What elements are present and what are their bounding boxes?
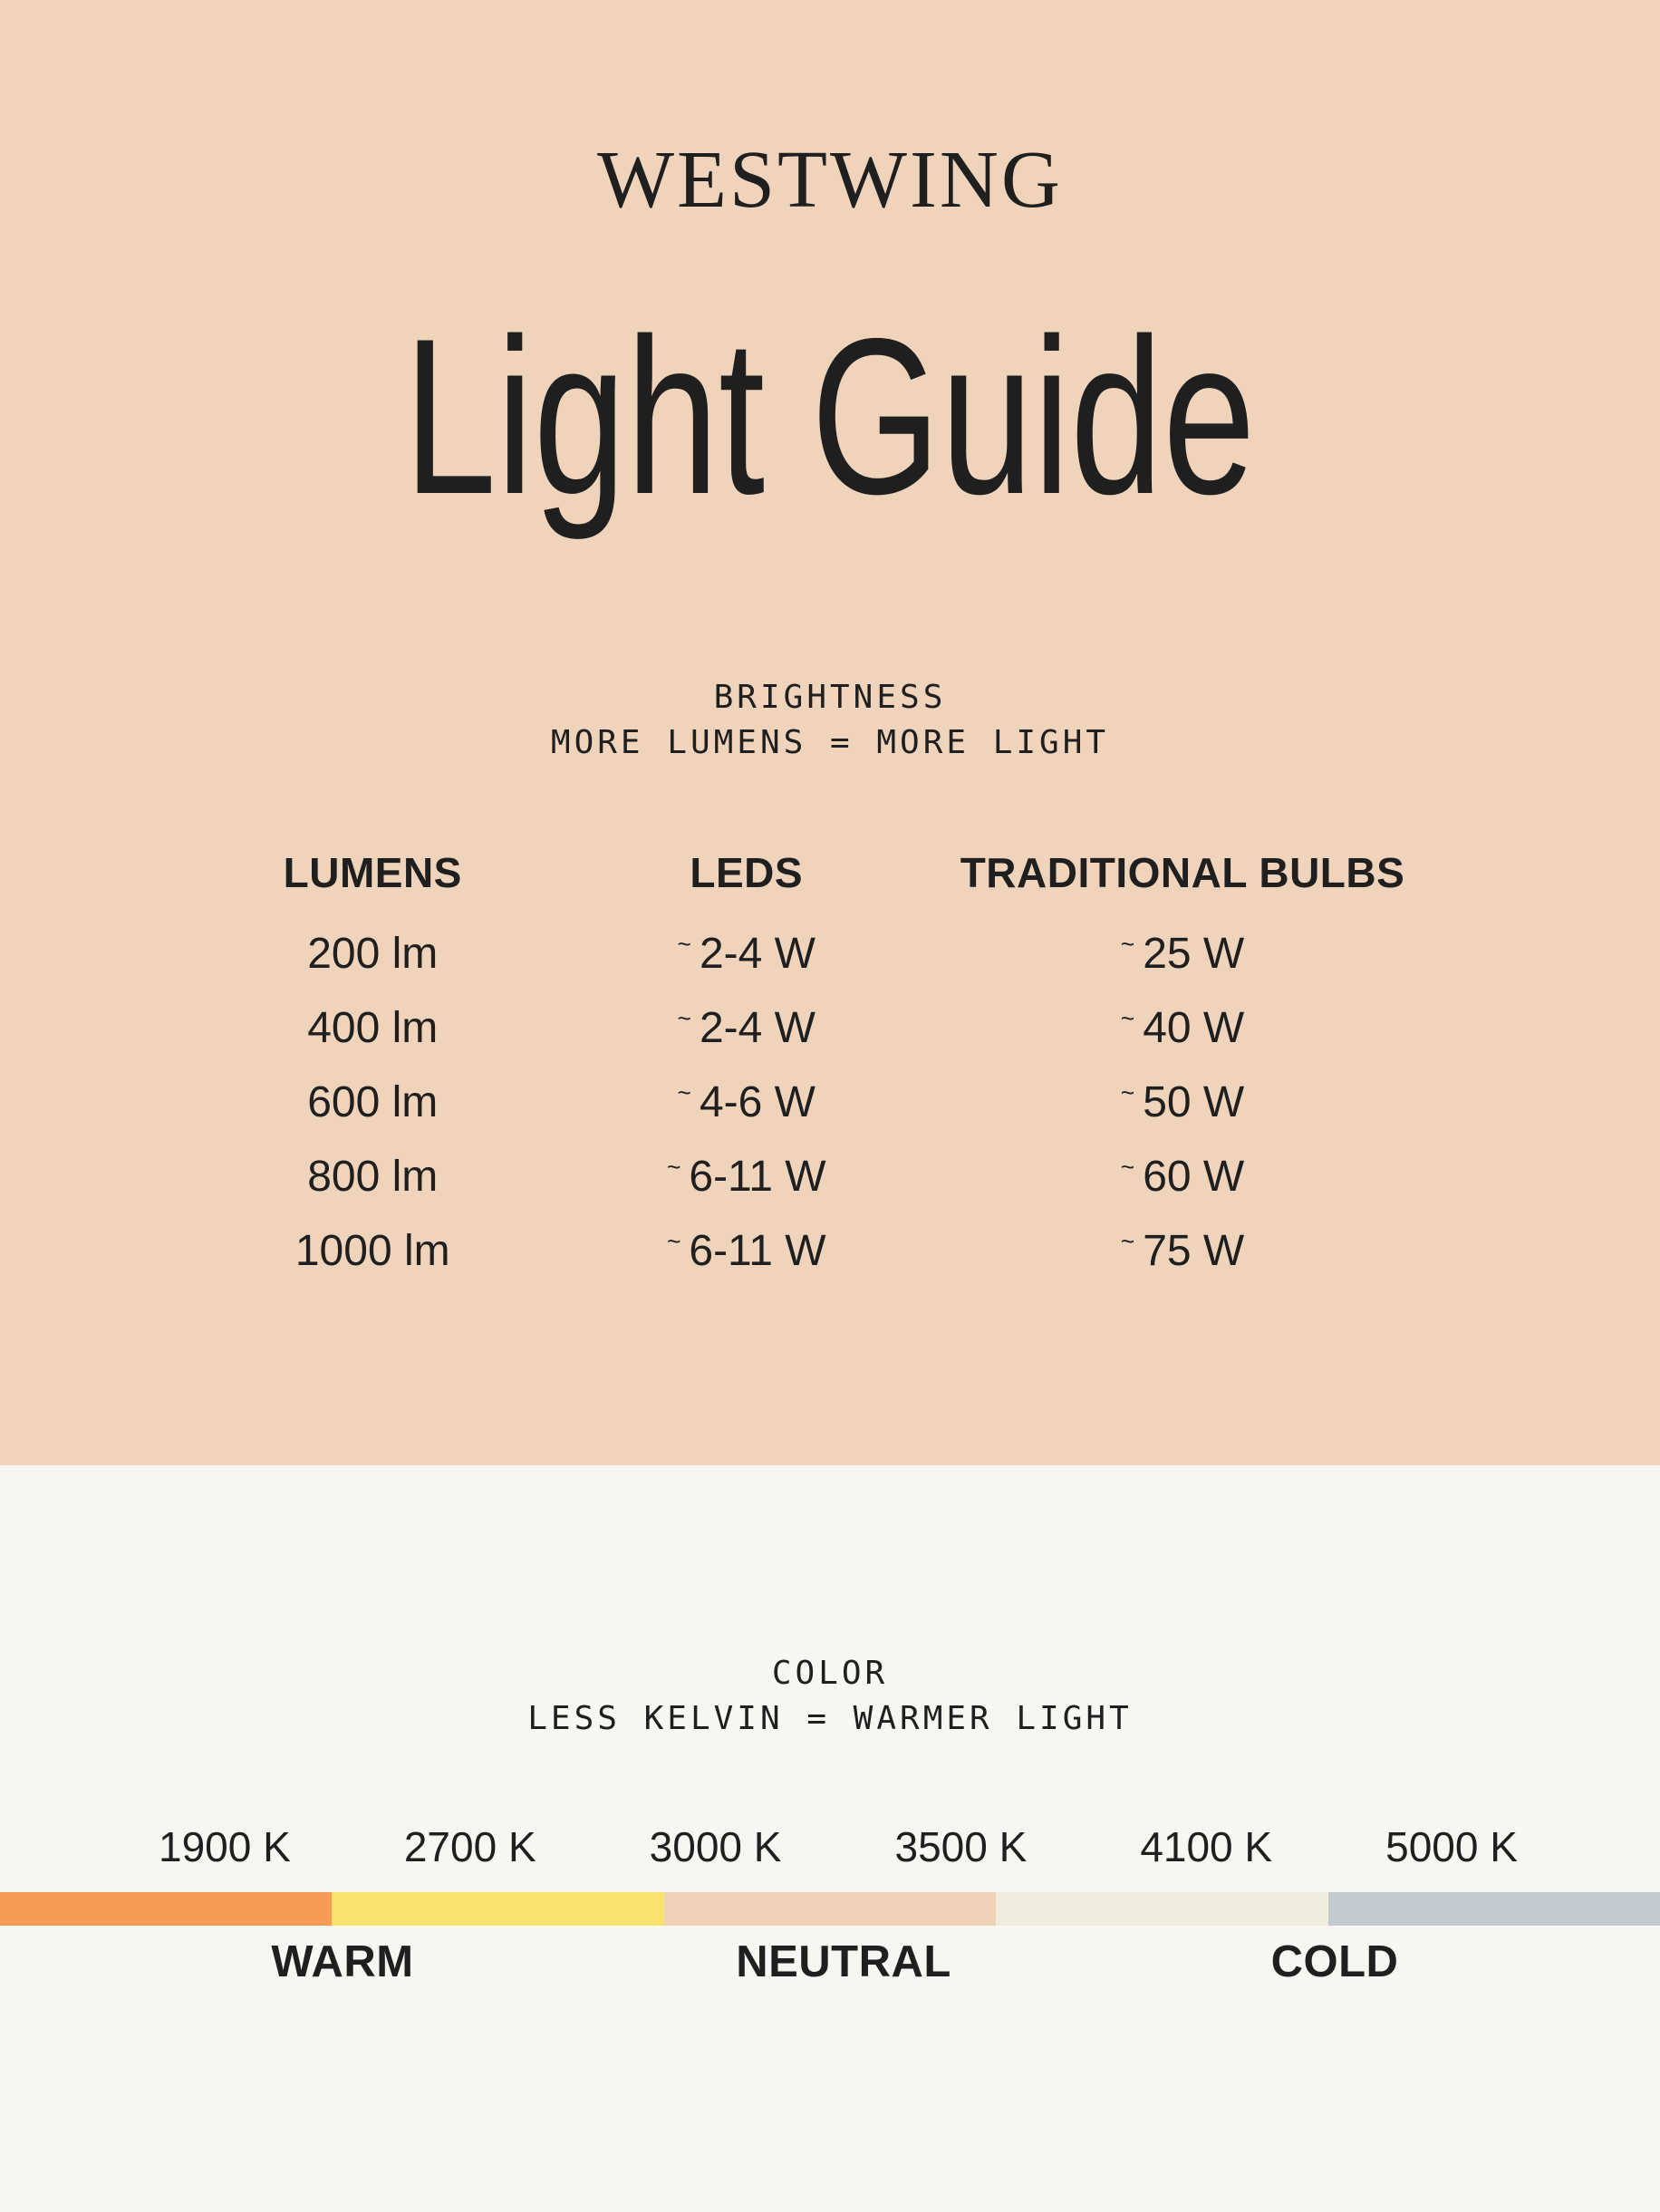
led-wattage-text: 4-6 W xyxy=(699,1077,816,1126)
approx-tilde: ~ xyxy=(666,1154,681,1182)
table-row xyxy=(186,990,1432,1065)
approx-tilde: ~ xyxy=(1120,1079,1135,1107)
led-wattage-text: 6-11 W xyxy=(689,1152,826,1201)
table-body xyxy=(186,916,1432,1288)
table-row xyxy=(186,1139,1432,1213)
approx-tilde: ~ xyxy=(677,931,691,959)
lumens-value: 400 lm xyxy=(307,1003,439,1052)
kelvin-label-3500: 3500 K xyxy=(894,1823,1028,1870)
approx-tilde: ~ xyxy=(666,1228,681,1256)
bulb-wattage-text: 50 W xyxy=(1143,1077,1245,1126)
led-wattage-value xyxy=(560,929,934,979)
bulb-wattage-value xyxy=(933,1077,1432,1127)
led-wattage-value xyxy=(560,1077,934,1127)
brightness-heading: BRIGHTNESS xyxy=(713,679,947,716)
table-row xyxy=(186,1213,1432,1288)
table-row xyxy=(186,916,1432,990)
lumens-value: 200 lm xyxy=(307,929,439,978)
temperature-label-cold: COLD xyxy=(1270,1937,1399,1986)
bar-segment-neutral-peach xyxy=(664,1892,996,1926)
lumens-value: 1000 lm xyxy=(294,1226,450,1275)
kelvin-label-1900: 1900 K xyxy=(159,1823,291,1870)
lumen-wattage-table xyxy=(186,829,1432,1288)
bulb-wattage-value xyxy=(933,1152,1432,1202)
bar-segment-warm-yellow xyxy=(332,1892,663,1926)
led-wattage-value xyxy=(560,1003,934,1053)
brightness-subheading: MORE LUMENS = MORE LIGHT xyxy=(550,724,1110,761)
kelvin-scale-labels xyxy=(159,1823,1518,1870)
led-wattage-text: 2-4 W xyxy=(699,929,816,978)
kelvin-label-3000: 3000 K xyxy=(649,1823,782,1870)
bulb-wattage-value xyxy=(933,929,1432,979)
approx-tilde: ~ xyxy=(1120,1005,1135,1033)
bulb-wattage-text: 25 W xyxy=(1143,929,1245,978)
bar-segment-cold-gray xyxy=(1328,1892,1660,1926)
led-wattage-text: 6-11 W xyxy=(689,1226,826,1275)
column-header-lumens: LUMENS xyxy=(283,849,462,896)
column-header-leds: LEDS xyxy=(690,849,804,896)
color-subheading: LESS KELVIN = WARMER LIGHT xyxy=(527,1700,1133,1737)
table-header-row xyxy=(186,829,1432,916)
page-title-text: Light Guide xyxy=(404,292,1256,540)
temperature-label-neutral: NEUTRAL xyxy=(736,1937,951,1986)
bulb-wattage-value xyxy=(933,1226,1432,1276)
approx-tilde: ~ xyxy=(1120,1154,1135,1182)
bulb-wattage-text: 60 W xyxy=(1143,1152,1245,1201)
bulb-wattage-text: 75 W xyxy=(1143,1226,1245,1275)
led-wattage-value xyxy=(560,1226,934,1276)
led-wattage-value xyxy=(560,1152,934,1202)
approx-tilde: ~ xyxy=(677,1079,691,1107)
lumens-value: 600 lm xyxy=(307,1077,439,1126)
approx-tilde: ~ xyxy=(1120,931,1135,959)
color-heading-block xyxy=(0,1651,1660,1742)
bulb-wattage-text: 40 W xyxy=(1143,1003,1245,1052)
column-header-traditional-bulbs: TRADITIONAL BULBS xyxy=(960,849,1405,896)
led-wattage-text: 2-4 W xyxy=(699,1003,816,1052)
brightness-heading-block xyxy=(0,675,1660,766)
kelvin-label-2700: 2700 K xyxy=(403,1823,536,1870)
color-temperature-bar xyxy=(0,1892,1660,1926)
lumens-value: 800 lm xyxy=(307,1152,439,1201)
color-heading: COLOR xyxy=(771,1655,889,1692)
kelvin-label-4100: 4100 K xyxy=(1140,1823,1273,1870)
brand-logo: WESTWING xyxy=(597,135,1063,225)
page-title xyxy=(0,292,1660,540)
bar-segment-warm-orange xyxy=(0,1892,332,1926)
kelvin-label-5000: 5000 K xyxy=(1385,1823,1518,1870)
approx-tilde: ~ xyxy=(677,1005,691,1033)
approx-tilde: ~ xyxy=(1120,1228,1135,1256)
bar-segment-neutral-cream xyxy=(996,1892,1327,1926)
table-row xyxy=(186,1065,1432,1139)
temperature-label-warm: WARM xyxy=(271,1937,414,1986)
bulb-wattage-value xyxy=(933,1003,1432,1053)
